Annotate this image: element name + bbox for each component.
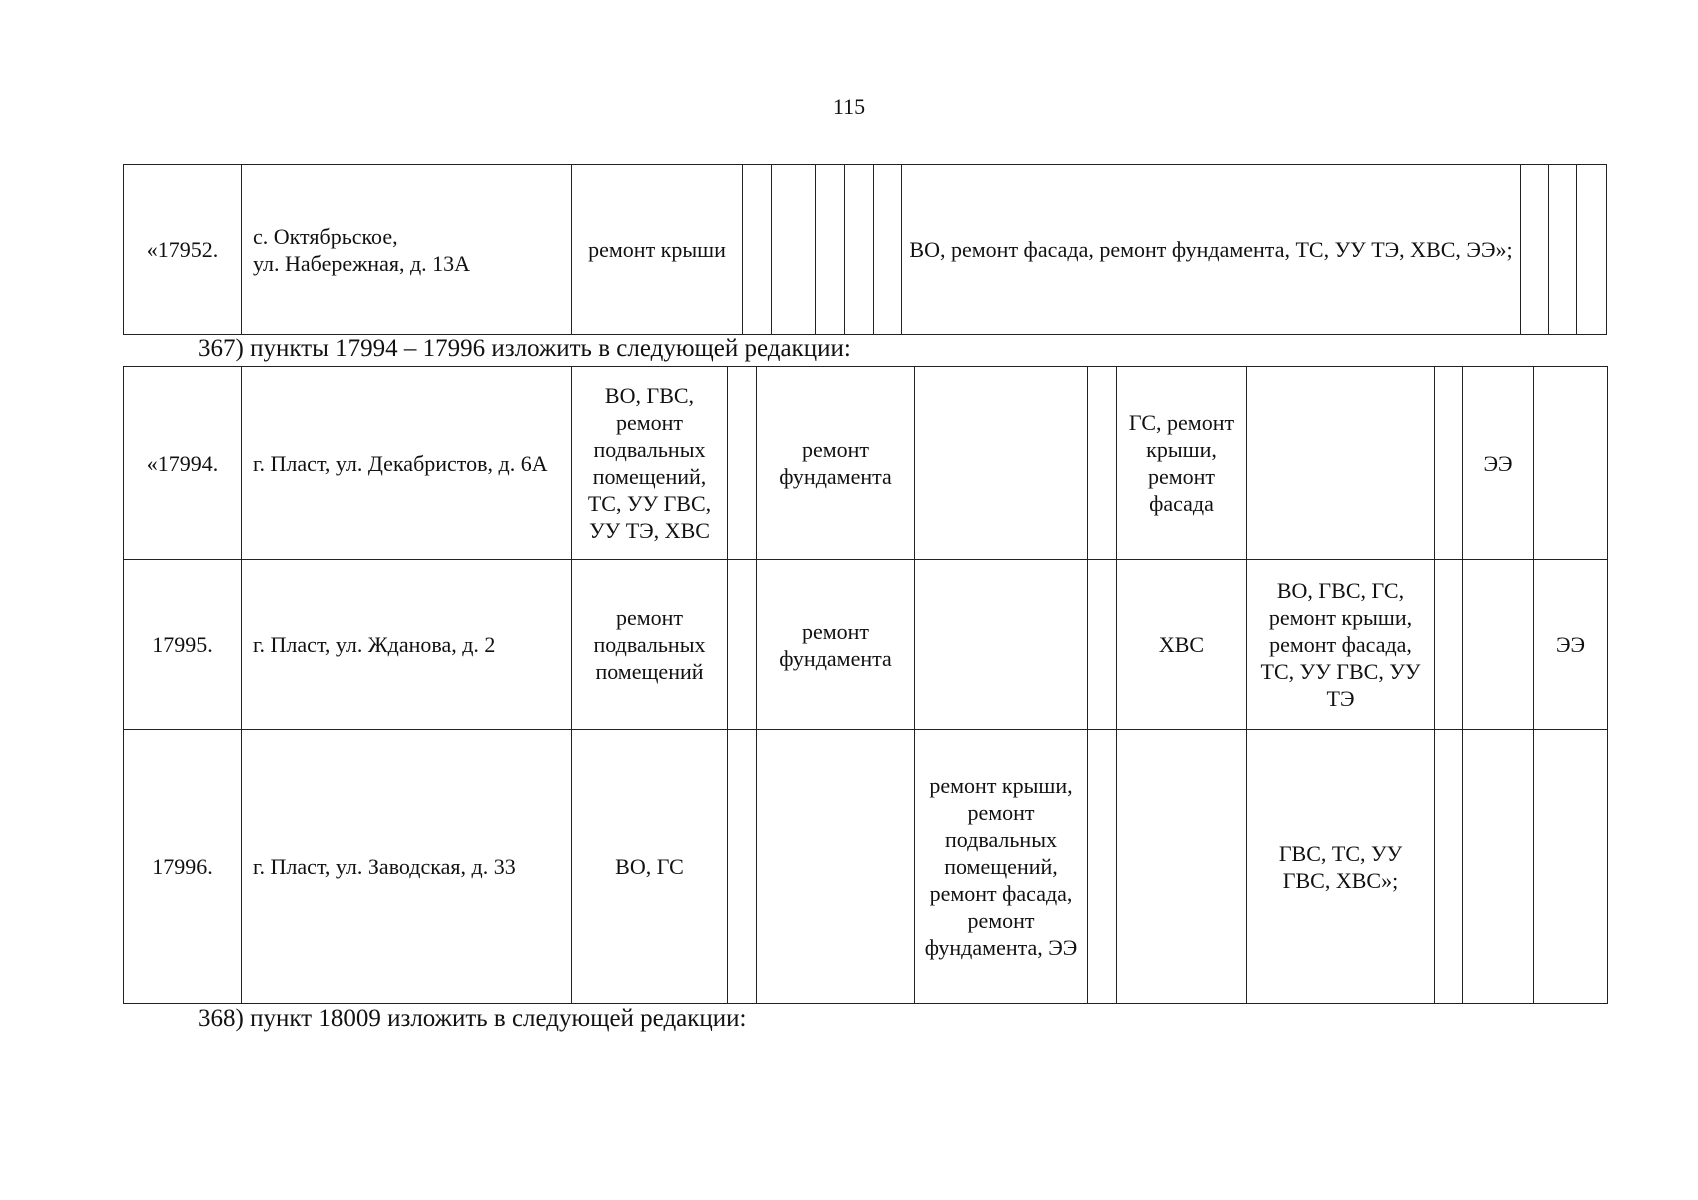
address-line: ул. Набережная, д. 13А	[253, 250, 471, 276]
row-number: 17996.	[124, 730, 242, 1004]
table-fragment-17952	[123, 164, 1607, 335]
work-cell	[757, 730, 915, 1004]
work-cell	[1117, 730, 1247, 1004]
work-cell	[1247, 367, 1435, 560]
work-cell: ремонт подвальных помещений	[572, 560, 728, 730]
table-row	[124, 560, 1608, 730]
empty-cell	[728, 730, 757, 1004]
empty-cell	[728, 560, 757, 730]
work-cell: ВО, ГВС, ГС, ремонт крыши, ремонт фасада, ТС, УУ ГВС, УУ ТЭ	[1247, 560, 1435, 730]
table-row	[124, 165, 1607, 335]
work-cell	[915, 560, 1088, 730]
empty-cell	[1521, 165, 1549, 335]
work-cell: ремонт фундамента	[757, 560, 915, 730]
row-number: «17994.	[124, 367, 242, 560]
work-cell	[1463, 560, 1534, 730]
table-row	[124, 367, 1608, 560]
empty-cell	[1088, 730, 1117, 1004]
empty-cell	[772, 165, 816, 335]
work-cell	[915, 367, 1088, 560]
empty-cell	[1435, 560, 1463, 730]
work-cell: ремонт крыши	[572, 165, 743, 335]
table-row	[124, 730, 1608, 1004]
work-cell: ГВС, ТС, УУ ГВС, ХВС»;	[1247, 730, 1435, 1004]
address-cell: г. Пласт, ул. Заводская, д. 33	[242, 730, 572, 1004]
empty-cell	[1088, 560, 1117, 730]
work-cell: ВО, ГС	[572, 730, 728, 1004]
work-cell: ВО, ремонт фасада, ремонт фундамента, ТС, УУ ТЭ, ХВС, ЭЭ»;	[902, 165, 1521, 335]
empty-cell	[1088, 367, 1117, 560]
work-cell: ЭЭ	[1463, 367, 1534, 560]
work-cell: ХВС	[1117, 560, 1247, 730]
work-cell: ремонт фундамента	[757, 367, 915, 560]
page-number: 115	[832, 94, 866, 119]
empty-cell	[874, 165, 902, 335]
work-cell	[1534, 367, 1608, 560]
work-cell: ГС, ремонт крыши, ремонт фасада	[1117, 367, 1247, 560]
empty-cell	[1577, 165, 1607, 335]
work-cell: ВО, ГВС, ремонт подвальных помещений, ТС, УУ ГВС, УУ ТЭ, ХВС	[572, 367, 728, 560]
empty-cell	[816, 165, 845, 335]
empty-cell	[845, 165, 874, 335]
address-cell: г. Пласт, ул. Жданова, д. 2	[242, 560, 572, 730]
address-cell	[242, 165, 572, 335]
empty-cell	[728, 367, 757, 560]
work-cell	[1463, 730, 1534, 1004]
instruction-367: 367) пункты 17994 – 17996 изложить в следующей редакции:	[198, 335, 851, 362]
empty-cell	[1435, 367, 1463, 560]
address-cell: г. Пласт, ул. Декабристов, д. 6А	[242, 367, 572, 560]
address-line: с. Октябрьское,	[253, 223, 398, 249]
empty-cell	[743, 165, 772, 335]
empty-cell	[1549, 165, 1577, 335]
work-cell: ЭЭ	[1534, 560, 1608, 730]
row-number: 17995.	[124, 560, 242, 730]
row-number: «17952.	[124, 165, 242, 335]
instruction-368: 368) пункт 18009 изложить в следующей редакции:	[198, 1005, 747, 1032]
table-fragment-17994-17996	[123, 366, 1608, 1004]
work-cell: ремонт крыши, ремонт подвальных помещений, ремонт фасада, ремонт фундамента, ЭЭ	[915, 730, 1088, 1004]
work-cell	[1534, 730, 1608, 1004]
empty-cell	[1435, 730, 1463, 1004]
